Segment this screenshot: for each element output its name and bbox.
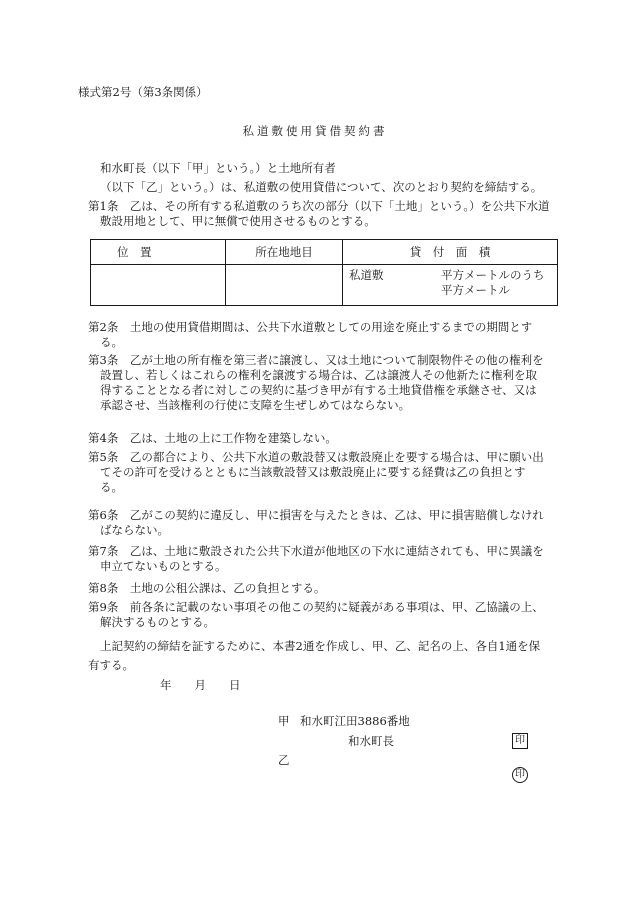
article-1 — [88, 199, 563, 229]
article-line: 設置し、若しくはこれらの権利を譲渡する場合は、乙は譲渡人その他新たに権利を取 — [100, 367, 537, 382]
article-line: 第6条 乙がこの契約に違反し、甲に損害を与えたときは、乙は、甲に損害賠償しなけれ — [88, 508, 544, 522]
preamble-line-1: 和水町長（以下「甲」という。）と土地所有者 — [100, 161, 336, 175]
article-line: 第2条 土地の使用貸借期間は、公共下水道敷としての用途を廃止するまでの期間とす — [88, 320, 533, 334]
article-line: 得することとなる者に対しこの契約に基づき甲が有する土地貸借権を承継させ、又は — [100, 382, 537, 397]
article-3 — [88, 353, 563, 413]
article-6 — [88, 508, 563, 538]
article-line: 申立てないものとする。 — [100, 558, 227, 573]
land-table — [90, 239, 558, 306]
article-line: ばならない。 — [100, 522, 169, 537]
article-4 — [88, 431, 563, 446]
article-line: 第1条 乙は、その所有する私道敷のうち次の部分（以下「土地」という。）を公共下水道 — [88, 199, 550, 213]
area-line-2: 平方メートル — [441, 282, 510, 297]
cell-location — [91, 265, 226, 306]
article-9 — [88, 600, 563, 630]
header-address: 所在地地目 — [226, 240, 343, 265]
header-area: 貸 付 面 積 — [343, 240, 558, 265]
article-line: 第5条 乙の都合により、公共下水道の敷設替又は敷設廃止を要する場合は、甲に願い出 — [88, 450, 544, 464]
document-title: 私道敷使用貸借契約書 — [242, 124, 388, 138]
date-line: 年 月 日 — [160, 678, 241, 692]
preamble-line-2: （以下「乙」という。）は、私道敷の使用貸借について、次のとおり契約を締結する。 — [100, 180, 543, 194]
party-a-name: 和水町長 — [348, 734, 394, 748]
article-line: 敷設用地として、甲に無償で使用させるものとする。 — [100, 213, 376, 228]
article-line: 第7条 乙は、土地に敷設された公共下水道が他地区の下水に連結されても、甲に異議を — [88, 544, 544, 558]
area-line-1: 平方メートルのうち — [441, 268, 545, 282]
article-line: てその許可を受けるとともに当該敷設替又は敷設廃止に要する経費は乙の負担とす — [100, 464, 526, 479]
article-5 — [88, 450, 563, 495]
article-line: 第8条 土地の公租公課は、乙の負担とする。 — [88, 581, 326, 595]
closing-line-1: 上記契約の締結を証するために、本書2通を作成し、甲、乙、記名の上、各自1通を保 — [100, 639, 541, 653]
form-number: 様式第2号（第3条関係） — [78, 85, 208, 99]
cell-area — [343, 265, 558, 306]
article-line: 解決するものとする。 — [100, 614, 215, 629]
party-a-label: 甲 — [278, 714, 290, 728]
seal-b-icon: 印 — [512, 767, 528, 783]
article-line: る。 — [100, 334, 123, 349]
article-line: 承認させ、当該権利の行使に支障を生ぜしめてはならない。 — [100, 397, 411, 412]
article-8 — [88, 581, 563, 596]
party-b-label: 乙 — [278, 753, 290, 767]
article-line: 第4条 乙は、土地の上に工作物を建築しない。 — [88, 431, 337, 445]
article-line: 第9条 前各条に記載のない事項その他この契約に疑義がある事項は、甲、乙協議の上、 — [88, 600, 544, 614]
article-line: る。 — [100, 479, 123, 494]
cell-address — [226, 265, 343, 306]
article-7 — [88, 544, 563, 574]
party-a-address: 和水町江田3886番地 — [300, 714, 410, 728]
article-2 — [88, 320, 563, 350]
seal-a-icon: 印 — [512, 733, 528, 749]
article-line: 第3条 乙が土地の所有権を第三者に譲渡し、又は土地について制限物件その他の権利を — [88, 353, 544, 367]
area-category: 私道敷 — [349, 268, 384, 282]
header-location: 位 置 — [91, 240, 226, 265]
closing-line-2: 有する。 — [88, 658, 134, 672]
